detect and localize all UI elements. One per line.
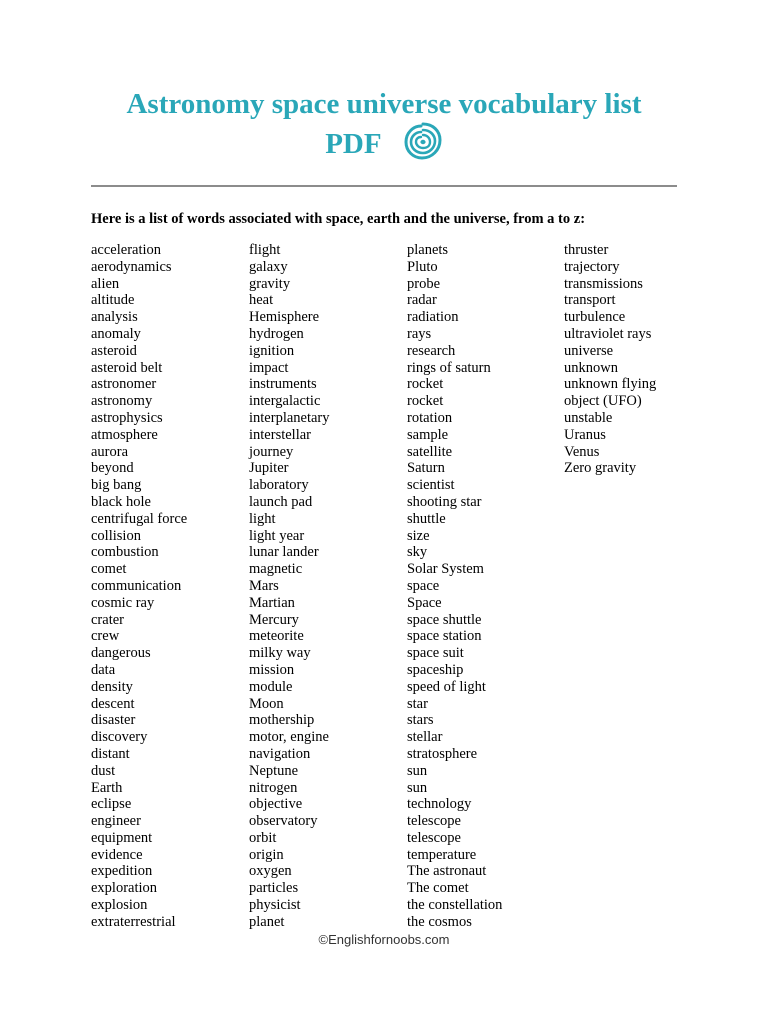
- word-item: laboratory: [249, 477, 309, 494]
- word-item: The comet: [407, 880, 469, 897]
- word-item: space suit: [407, 645, 464, 662]
- word-item: Mars: [249, 577, 279, 594]
- word-item: beyond: [91, 460, 134, 477]
- word-item: crew: [91, 628, 120, 645]
- word-item: Solar System: [407, 561, 484, 578]
- intro-text: Here is a list of words associated with space, earth and the universe, from a to z:: [91, 211, 586, 227]
- word-item: stratosphere: [407, 745, 478, 762]
- word-item: descent: [91, 695, 135, 712]
- word-item: combustion: [91, 544, 159, 561]
- word-item: asteroid: [91, 342, 137, 359]
- word-item: sky: [407, 544, 428, 561]
- word-item: turbulence: [564, 309, 626, 326]
- word-item: asteroid belt: [91, 359, 163, 376]
- word-item: disaster: [91, 712, 136, 729]
- word-item: trajectory: [564, 258, 620, 275]
- word-item: origin: [249, 846, 284, 863]
- word-item: objective: [249, 796, 303, 813]
- word-item: research: [407, 342, 456, 359]
- word-item: Space: [407, 594, 442, 611]
- word-item: the constellation: [407, 897, 503, 914]
- word-item: sample: [407, 426, 449, 443]
- word-item: the cosmos: [407, 913, 472, 930]
- word-item: transport: [564, 292, 616, 309]
- word-item: space: [407, 577, 440, 594]
- word-item: spaceship: [407, 661, 464, 678]
- word-item: physicist: [249, 897, 301, 914]
- word-item: module: [249, 678, 293, 695]
- word-item: interplanetary: [249, 409, 330, 426]
- word-item: ultraviolet rays: [564, 325, 652, 342]
- word-item: sun: [407, 779, 428, 796]
- word-item: space station: [407, 628, 482, 645]
- word-item: nitrogen: [249, 779, 298, 796]
- word-item: stellar: [407, 729, 443, 746]
- word-item: hydrogen: [249, 325, 304, 342]
- word-item: oxygen: [249, 863, 292, 880]
- word-item: centrifugal force: [91, 510, 188, 527]
- word-item: collision: [91, 527, 141, 544]
- word-item: unstable: [564, 409, 613, 426]
- word-item: particles: [249, 880, 299, 897]
- word-item: Earth: [91, 779, 123, 796]
- word-item: light year: [249, 527, 305, 544]
- word-item: The astronaut: [407, 863, 487, 880]
- word-item: aerodynamics: [91, 258, 172, 275]
- word-item: discovery: [91, 729, 148, 746]
- word-item: evidence: [91, 846, 143, 863]
- word-item: expedition: [91, 863, 153, 880]
- word-item: size: [407, 527, 430, 544]
- word-item: journey: [249, 443, 294, 460]
- word-item: milky way: [249, 645, 311, 662]
- page-title-pdf: PDF: [325, 128, 382, 161]
- word-item: meteorite: [249, 628, 304, 645]
- word-item: astronomer: [91, 376, 157, 393]
- word-item: orbit: [249, 829, 277, 846]
- word-item: rocket: [407, 393, 444, 410]
- word-item: Hemisphere: [249, 309, 320, 326]
- word-item: Mercury: [249, 611, 299, 628]
- word-item: equipment: [91, 829, 153, 846]
- word-item: scientist: [407, 477, 455, 494]
- word-item: light: [249, 510, 276, 527]
- word-item: flight: [249, 242, 281, 258]
- word-item: universe: [564, 342, 614, 359]
- word-item: launch pad: [249, 493, 313, 510]
- word-item: radiation: [407, 309, 459, 326]
- word-item: shooting star: [407, 493, 482, 510]
- word-item: distant: [91, 745, 130, 762]
- word-item: rays: [407, 325, 432, 342]
- word-item: planet: [249, 913, 285, 930]
- word-item: acceleration: [91, 242, 162, 258]
- word-item: speed of light: [407, 678, 486, 695]
- word-item: magnetic: [249, 561, 303, 578]
- word-column-4: [564, 242, 656, 477]
- word-item: crater: [91, 611, 124, 628]
- word-item: space shuttle: [407, 611, 482, 628]
- word-item: radar: [407, 292, 437, 309]
- word-item: comet: [91, 561, 127, 578]
- word-item: star: [407, 695, 428, 712]
- word-item: data: [91, 661, 116, 678]
- word-item: interstellar: [249, 426, 312, 443]
- word-item: communication: [91, 577, 182, 594]
- word-item: rings of saturn: [407, 359, 491, 376]
- word-item: galaxy: [249, 258, 288, 275]
- word-item: Venus: [564, 443, 600, 460]
- word-item: ignition: [249, 342, 295, 359]
- word-item: impact: [249, 359, 289, 376]
- galaxy-icon: [403, 121, 443, 161]
- word-item: probe: [407, 275, 441, 292]
- word-item: engineer: [91, 813, 141, 830]
- word-item: exploration: [91, 880, 158, 897]
- word-item: thruster: [564, 242, 609, 258]
- word-item: cosmic ray: [91, 594, 155, 611]
- word-item: Saturn: [407, 460, 445, 477]
- word-item: aurora: [91, 443, 129, 460]
- word-item: rotation: [407, 409, 453, 426]
- word-item: gravity: [249, 275, 291, 292]
- word-item: Zero gravity: [564, 460, 637, 477]
- word-item: atmosphere: [91, 426, 158, 443]
- word-item: technology: [407, 796, 472, 813]
- title-divider: [91, 185, 677, 187]
- word-item: intergalactic: [249, 393, 321, 410]
- word-column-3: [407, 242, 502, 931]
- word-item: density: [91, 678, 133, 695]
- word-item: planets: [407, 242, 449, 258]
- word-item: shuttle: [407, 510, 446, 527]
- word-item: astrophysics: [91, 409, 163, 426]
- word-item: alien: [91, 275, 120, 292]
- word-item: motor, engine: [249, 729, 329, 746]
- word-item: dangerous: [91, 645, 151, 662]
- word-item: mission: [249, 661, 295, 678]
- word-item: extraterrestrial: [91, 913, 176, 930]
- word-item: unknown flying: [564, 376, 657, 393]
- word-item: Jupiter: [249, 460, 289, 477]
- word-item: rocket: [407, 376, 444, 393]
- word-item: telescope: [407, 813, 461, 830]
- page-title-line2: [0, 124, 768, 162]
- word-item: Neptune: [249, 762, 299, 779]
- word-item: dust: [91, 762, 116, 779]
- word-item: Moon: [249, 695, 284, 712]
- word-item: anomaly: [91, 325, 141, 342]
- word-item: Martian: [249, 594, 295, 611]
- word-item: stars: [407, 712, 434, 729]
- word-item: satellite: [407, 443, 453, 460]
- word-item: navigation: [249, 745, 311, 762]
- word-item: altitude: [91, 292, 135, 309]
- word-item: temperature: [407, 846, 477, 863]
- word-item: astronomy: [91, 393, 153, 410]
- word-column-2: [249, 242, 330, 931]
- word-item: Pluto: [407, 258, 438, 275]
- word-item: eclipse: [91, 796, 132, 813]
- word-item: mothership: [249, 712, 315, 729]
- word-item: sun: [407, 762, 428, 779]
- word-item: instruments: [249, 376, 317, 393]
- word-item: transmissions: [564, 275, 643, 292]
- word-item: big bang: [91, 477, 142, 494]
- word-column-1: [91, 242, 187, 931]
- word-item: heat: [249, 292, 274, 309]
- word-item: black hole: [91, 493, 151, 510]
- word-item: explosion: [91, 897, 148, 914]
- word-item: analysis: [91, 309, 138, 326]
- word-item: observatory: [249, 813, 318, 830]
- word-item: lunar lander: [249, 544, 319, 561]
- word-item: unknown: [564, 359, 618, 376]
- word-item: object (UFO): [564, 393, 642, 410]
- page-title: Astronomy space universe vocabulary list: [126, 88, 642, 120]
- copyright-footer: ©Englishfornoobs.com: [318, 932, 450, 947]
- word-item: Uranus: [564, 426, 606, 443]
- word-item: telescope: [407, 829, 461, 846]
